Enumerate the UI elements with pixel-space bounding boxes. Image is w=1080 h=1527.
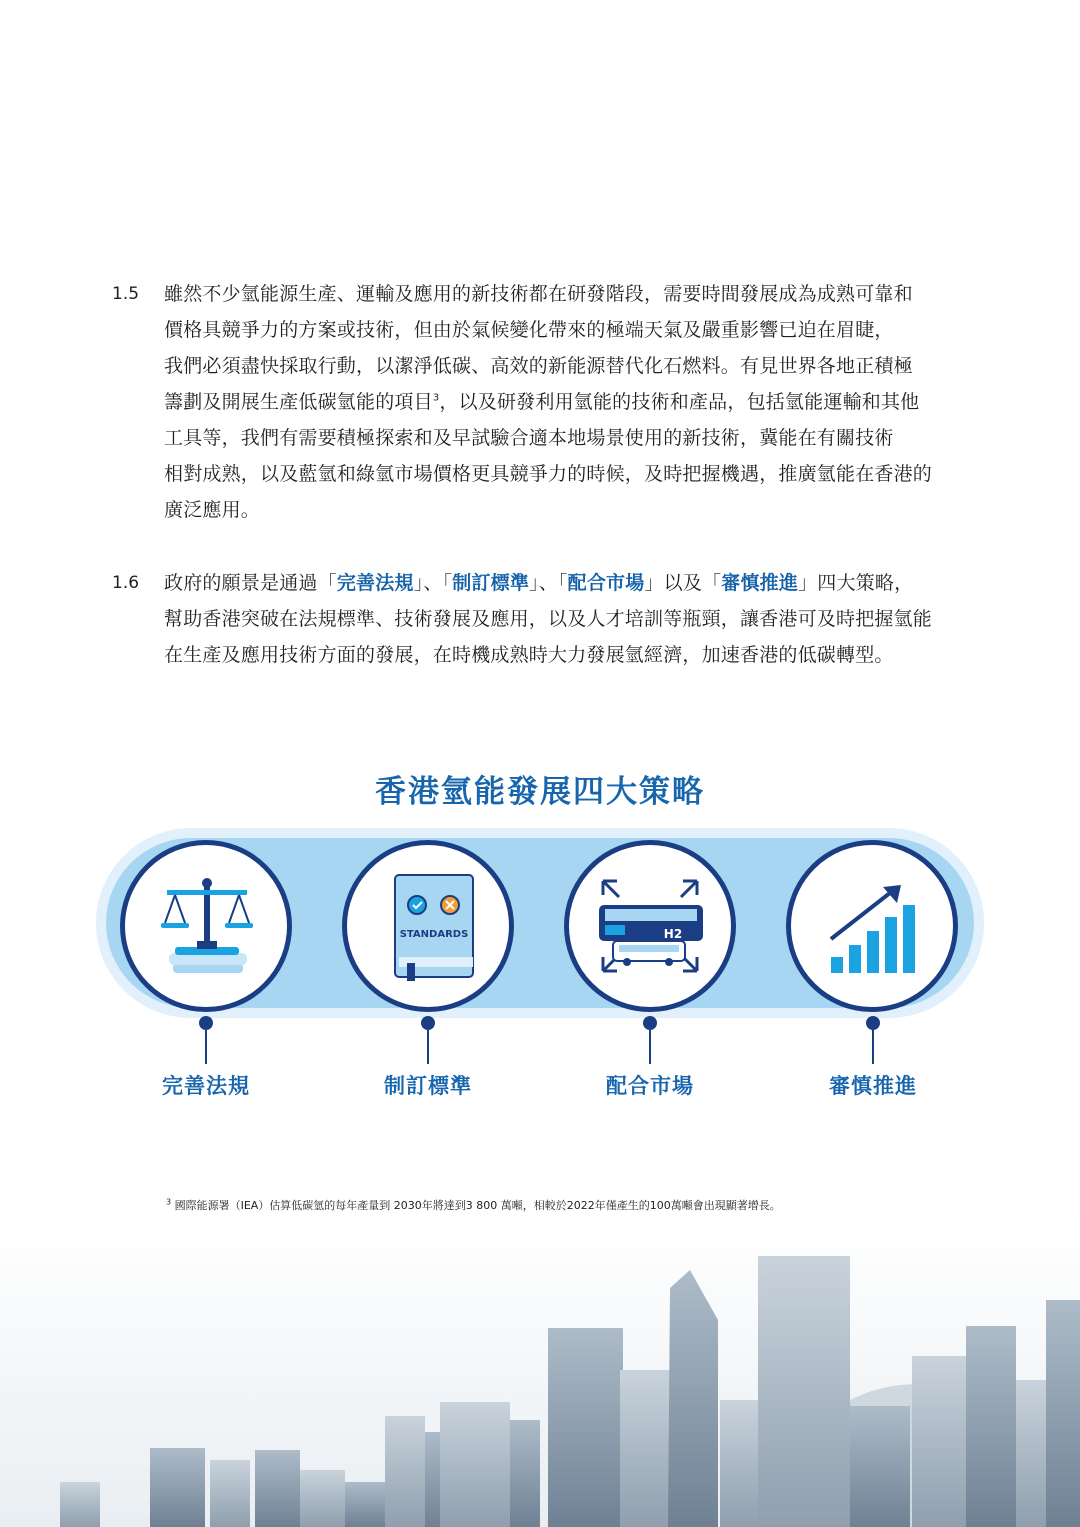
text-line: 我們必須盡快採取行動，以潔淨低碳、高效的新能源替代化石燃料。有見世界各地正積極 [164,355,913,377]
text-line: 雖然不少氫能源生產、運輸及應用的新技術都在研發階段，需要時間發展成為成熟可靠和 [164,283,913,305]
text-segment: 」、「 [529,572,568,594]
text-line: 價格具競爭力的方案或技術，但由於氣候變化帶來的極端天氣及嚴重影響已迫在眉睫， [164,319,894,341]
highlight-strategy: 審慎推進 [721,572,799,594]
highlight-strategy: 完善法規 [336,572,414,594]
text-line: 幫助香港突破在法規標準、技術發展及應用，以及人才培訓等瓶頸，讓香港可及時把握氫能 [164,608,933,630]
growth-chart-icon [786,840,958,1012]
paragraph-number: 1.5 [112,284,140,304]
diagram-title: 香港氫能發展四大策略 [375,774,705,810]
connector-dot [199,1016,213,1030]
strategy-label-market: 配合市場 [606,1074,694,1098]
paragraph-number: 1.6 [112,573,140,593]
connector-dot [421,1016,435,1030]
text-line [164,384,972,420]
strategy-label-prudent: 審慎推進 [829,1074,917,1098]
bus-text: H2 [663,927,683,941]
text-segment: 」四大策略， [798,572,914,594]
connector-line [649,1030,651,1064]
footnote-marker: 3 [166,1197,172,1207]
highlight-strategy: 配合市場 [567,572,645,594]
standards-book-icon [342,840,514,1012]
paragraph-1-5 [112,276,972,528]
footnote-reference[interactable]: 3 [432,392,440,404]
text-segment: 」、「 [413,572,453,594]
strategy-label-regulation: 完善法規 [162,1074,250,1098]
scales-of-justice-icon [120,840,292,1012]
highlight-strategy: 制訂標準 [452,572,530,594]
text-line: 相對成熟，以及藍氫和綠氫市場價格更具競爭力的時候，及時把握機遇，推廣氫能在香港的 [164,463,933,485]
connector-line [872,1030,874,1064]
connector-dot [643,1016,657,1030]
city-skyline-image [0,1220,1080,1527]
connector-dot [866,1016,880,1030]
strategy-label-standards: 制訂標準 [384,1074,472,1098]
book-text: STANDARDS [399,929,469,940]
footnote-text: 國際能源署（IEA）估算低碳氫的每年產量到 2030年將達到3 800 萬噸，相較於2022年僅產生的100萬噸會出現顯著增長。 [174,1199,781,1212]
text-segment: 政府的願景是通過「 [164,572,337,594]
text-segment: ，以及研發利用氫能的技術和產品，包括氫能運輸和其他 [439,391,920,413]
paragraph-1-6 [112,565,972,673]
text-line: 在生產及應用技術方面的發展，在時機成熟時大力發展氫經濟，加速香港的低碳轉型。 [164,644,894,666]
text-segment: 」以及「 [644,572,722,594]
text-line: 廣泛應用。 [164,499,261,521]
hydrogen-bus-icon [564,840,736,1012]
footnote [166,1197,781,1213]
connector-line [427,1030,429,1064]
text-segment: 籌劃及開展生產低碳氫能的項目 [164,391,433,413]
text-line: 工具等，我們有需要積極探索和及早試驗合適本地場景使用的新技術，冀能在有關技術 [164,427,894,449]
text-line [164,565,972,601]
connector-line [205,1030,207,1064]
